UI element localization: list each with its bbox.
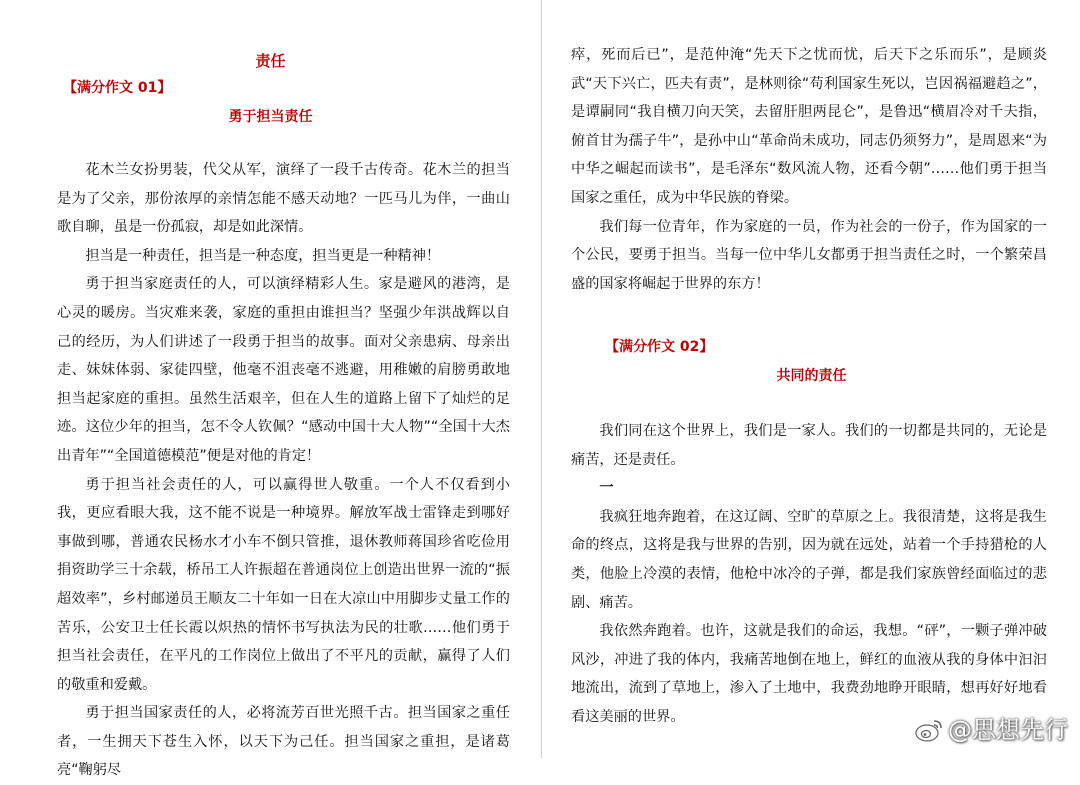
essay-title-02: 共同的责任 bbox=[776, 368, 847, 384]
right-page bbox=[543, 0, 1080, 758]
page-title: 责任 bbox=[255, 52, 286, 70]
paragraph: 担当是一种责任，担当是一种态度，担当更是一种精神！ bbox=[85, 247, 441, 264]
paragraph: 我疯狂地奔跑着，在这辽阔、空旷的草原之上。我很清楚，这将是我生命的终点，这将是我与世界的告别，因为就在远处，站着一个手持猎枪的人类，他脸上冷漠的表情，他枪中冰冷的子弹，都是我们家族曾经面临过的悲剧、痛苦。 bbox=[571, 508, 1047, 611]
essay-tag-02: 【满分作文 02】 bbox=[605, 339, 714, 355]
essay-01-continuation bbox=[571, 41, 1047, 298]
watermark-text: @思想先行 bbox=[948, 716, 1068, 744]
essay-01-body bbox=[57, 156, 510, 785]
left-page bbox=[0, 0, 541, 779]
paragraph: 勇于担当社会责任的人，可以赢得世人敬重。一个人不仅看到小我，更应看眼大我，这不能不说是一种境界。解放军战士雷锋走到哪好事做到哪，普通农民杨水才小车不倒只管推，退休教师蒋国珍省吃俭用捐资助学三十余载，桥吊工人许振超在普通岗位上创造出世界一流的“振超效率”，乡村邮递员王顺友二十年如一日在大凉山中用脚步丈量工作的苦乐，公安卫士任长霞以炽热的情怀书写执法为民的壮歌……他们勇于担当社会责任，在平凡的工作岗位上做出了不平凡的贡献，赢得了人们的敬重和爱戴。 bbox=[57, 476, 510, 693]
weibo-icon bbox=[914, 717, 944, 743]
paragraph: 勇于担当国家责任的人，必将流芳百世光照千古。担当国家之重任者，一生拥天下苍生入怀，以天下为己任。担当国家之重担，是诸葛亮“鞠躬尽 bbox=[57, 705, 510, 779]
paragraph: 花木兰女扮男装，代父从军，演绎了一段千古传奇。花木兰的担当是为了父亲，那份浓厚的亲情怎能不感天动地？一匹马儿为伴，一曲山歌自聊，虽是一份孤寂，却是如此深情。 bbox=[57, 162, 510, 236]
paragraph: 我们同在这个世界上，我们是一家人。我们的一切都是共同的，无论是痛苦，还是责任。 bbox=[571, 423, 1047, 468]
section-number: 一 bbox=[599, 480, 614, 497]
paragraph: 瘁，死而后已”，是范仲淹“先天下之忧而忧，后天下之乐而乐”，是顾炎武“天下兴亡，匹夫有责”，是林则徐“苟利国家生死以，岂因祸福避趋之”，是谭嗣同“我自横刀向天笑，去留肝胆两昆仑”，是鲁迅“横眉冷对千夫指，俯首甘为孺子牛”，是孙中山“革命尚未成功，同志仍须努力”，是周恩来“为中华之崛起而读书”，是毛泽东“数风流人物，还看今朝”……他们勇于担当国家之重任，成为中华民族的脊梁。 bbox=[571, 47, 1047, 206]
paragraph: 我们每一位青年，作为家庭的一员，作为社会的一份子，作为国家的一个公民，要勇于担当。当每一位中华儿女都勇于担当责任之时，一个繁荣昌盛的国家将崛起于世界的东方！ bbox=[571, 218, 1047, 292]
paragraph: 勇于担当家庭责任的人，可以演绎精彩人生。家是避风的港湾，是心灵的暖房。当灾难来袭，家庭的重担由谁担当？坚强少年洪战辉以自己的经历，为人们讲述了一段勇于担当的故事。面对父亲患病、母亲出走、妹妹体弱、家徒四壁，他毫不沮丧毫不逃避，用稚嫩的肩膀勇敢地担当起家庭的重担。虽然生活艰辛，但在人生的道路上留下了灿烂的足迹。这位少年的担当，怎不令人钦佩？“感动中国十大人物”“全国十大杰出青年”“全国道德模范”便是对他的肯定！ bbox=[57, 276, 510, 464]
essay-tag-01: 【满分作文 01】 bbox=[63, 80, 172, 96]
essay-title-01: 勇于担当责任 bbox=[228, 109, 313, 125]
weibo-watermark bbox=[914, 716, 1068, 744]
page-divider bbox=[541, 0, 542, 758]
paragraph: 我依然奔跑着。也许，这就是我们的命运，我想。“砰”，一颗子弹冲破风沙，冲进了我的体内，我痛苦地倒在地上，鲜红的血液从我的身体中汩汩地流出，流到了草地上，渗入了土地中，我费劲地睁开眼睛，想再好好地看看这美丽的世界。 bbox=[571, 623, 1047, 725]
essay-02-body bbox=[571, 417, 1047, 732]
